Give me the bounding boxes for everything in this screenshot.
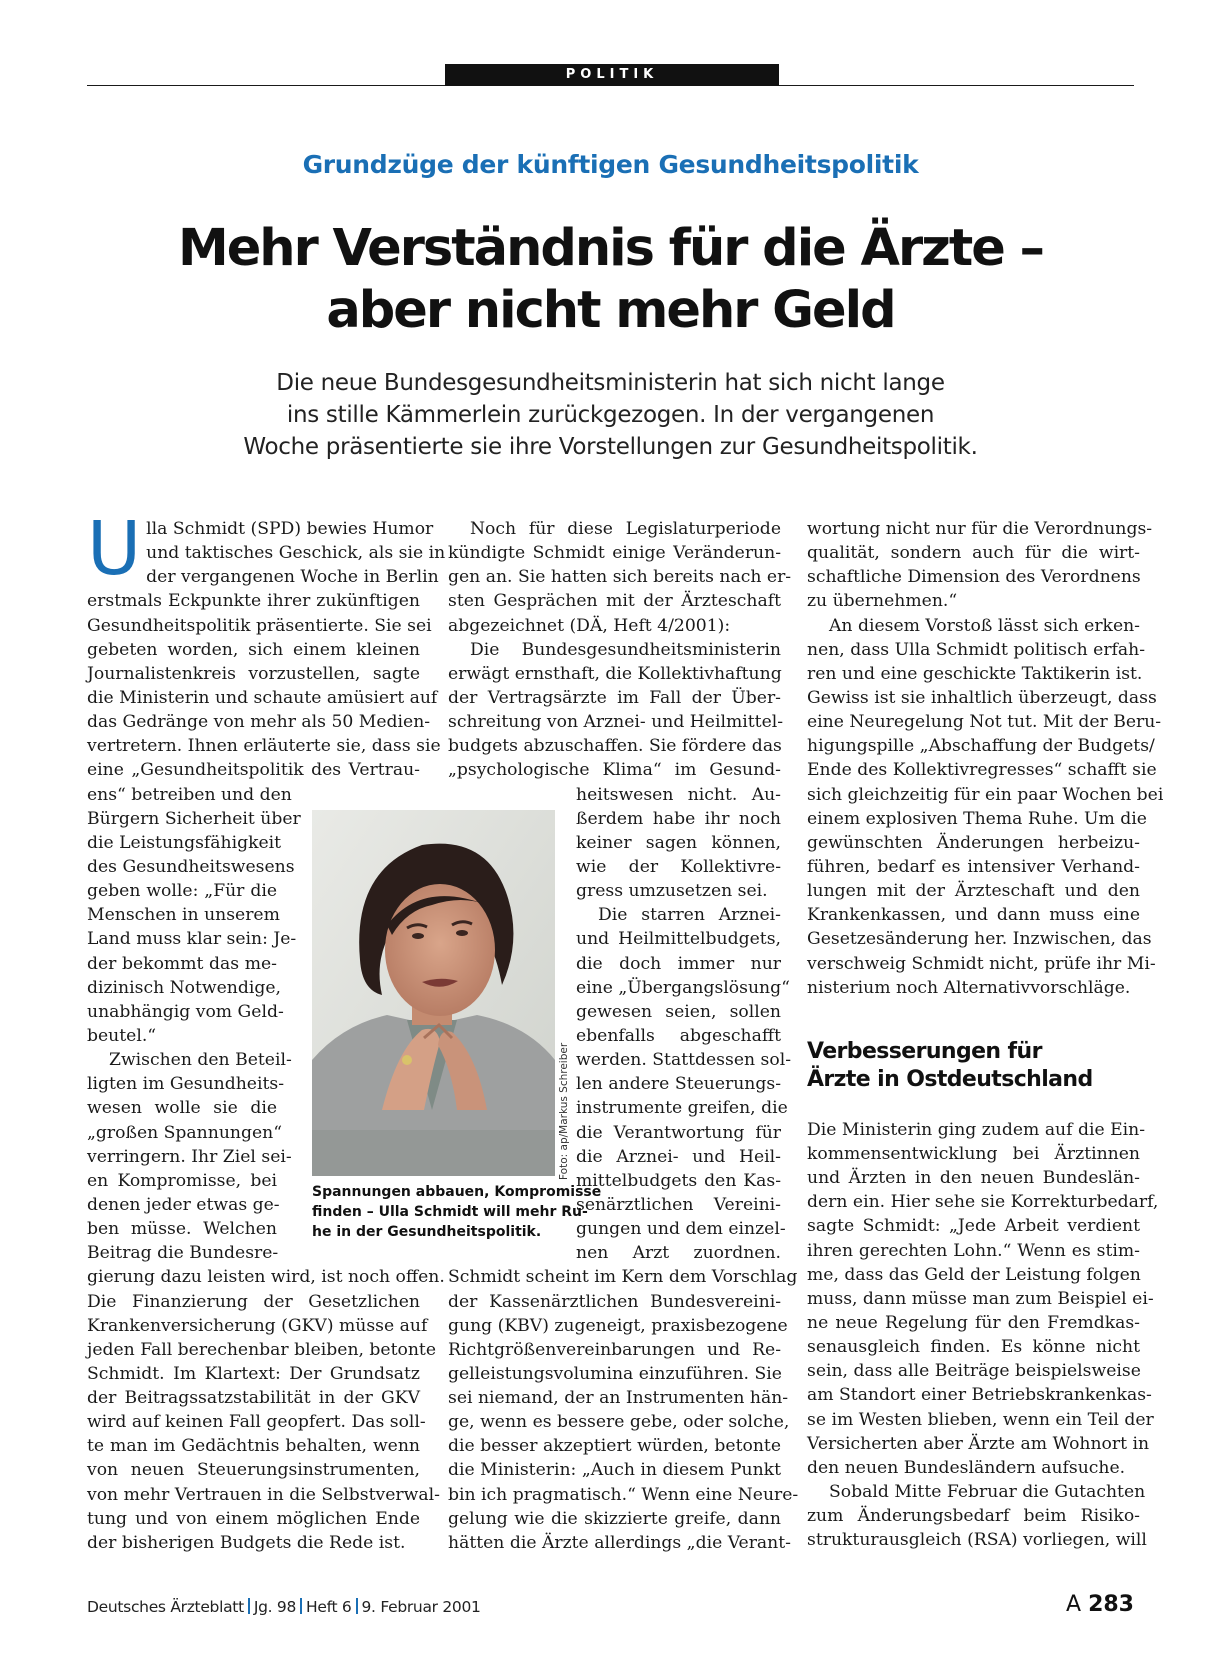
text-line: gen an. Sie hatten sich bereits nach er- — [448, 567, 792, 588]
text-line: budgets abzuschaffen. Sie fördere das — [448, 736, 782, 757]
text-line: wortung nicht nur für die Verordnungs- — [807, 519, 1153, 539]
footer-separator — [356, 1598, 358, 1614]
lead-line: Woche präsentierte sie ihre Vorstellungen zur Gesundheitspolitik. — [243, 434, 978, 460]
headline-line: aber nicht mehr Geld — [326, 281, 895, 340]
text-line: gung (KBV) zugeneigt, praxisbezogene — [448, 1315, 788, 1336]
text-line: Schmidt scheint im Kern dem Vorschlag — [448, 1267, 798, 1288]
text-line: en Kompromisse, bei — [87, 1170, 277, 1191]
text-line: und taktisches Geschick, als sie in — [146, 543, 446, 564]
text-line: die doch immer nur — [576, 953, 781, 974]
issue-date: 9. Februar 2001 — [361, 1598, 481, 1616]
text-line: Die Finanzierung der Gesetzlichen — [87, 1291, 420, 1312]
text-line: der Beitragssatzstabilität in der GKV — [87, 1388, 420, 1409]
text-line: die Arznei- und Heil- — [576, 1146, 781, 1167]
text-line: senärztlichen Vereini- — [576, 1194, 781, 1215]
text-line: gebeten worden, sich einem kleinen — [87, 639, 420, 660]
subheading-line: Verbesserungen für — [807, 1038, 1042, 1064]
text-line: Die starren Arznei- — [598, 905, 781, 926]
portrait-photo — [312, 810, 555, 1176]
text-line: Journalistenkreis vorzustellen, sagte — [87, 663, 420, 684]
footer-separator — [248, 1598, 250, 1614]
text-line: Zwischen den Beteil- — [109, 1050, 292, 1071]
subheading-line: Ärzte in Ostdeutschland — [807, 1066, 1093, 1092]
text-line: Krankenversicherung (GKV) müsse auf — [87, 1315, 428, 1336]
text-line: lungen mit der Ärzteschaft und den — [807, 881, 1140, 902]
text-line: eine „Übergangslösung“ — [576, 977, 790, 998]
text-line: qualität, sondern auch für die wirt- — [807, 543, 1140, 564]
text-line: der Kassenärztlichen Bundesvereini- — [448, 1291, 781, 1312]
text-line: der bisherigen Budgets die Rede ist. — [87, 1532, 406, 1553]
text-line: wie der Kollektivre- — [576, 856, 781, 877]
volume: Jg. 98 — [253, 1598, 297, 1616]
text-line: bin ich pragmatisch.“ Wenn eine Neure- — [448, 1484, 799, 1505]
caption-line: he in der Gesundheitspolitik. — [312, 1224, 542, 1240]
text-line: Schmidt. Im Klartext: Der Grundsatz — [87, 1363, 420, 1384]
text-line: nisterium noch Alternativvorschläge. — [807, 977, 1131, 998]
text-line: nen Arzt zuordnen. — [576, 1243, 781, 1264]
text-line: me, dass das Geld der Leistung folgen — [807, 1264, 1141, 1285]
text-line: nen, dass Ulla Schmidt politisch erfah- — [807, 639, 1146, 660]
text-line: unabhängig vom Geld- — [87, 1001, 284, 1022]
text-line: dern ein. Hier sehe sie Korrekturbedarf, — [807, 1192, 1159, 1213]
text-line: eine Neuregelung Not tut. Mit der Beru- — [807, 712, 1162, 733]
text-line: lla Schmidt (SPD) bewies Humor — [146, 519, 434, 539]
text-line: Land muss klar sein: Je- — [87, 929, 297, 950]
headline — [0, 218, 1221, 342]
text-line: len andere Steuerungs- — [576, 1074, 781, 1095]
text-line: Beitrag die Bundesre- — [87, 1243, 279, 1264]
text-line: verschweig Schmidt nicht, prüfe ihr Mi- — [807, 953, 1156, 974]
text-line: am Standort einer Betriebskrankenkas- — [807, 1385, 1152, 1406]
text-line: die Leistungsfähigkeit — [87, 832, 282, 853]
text-line: instrumente greifen, die — [576, 1098, 788, 1119]
text-line: erwägt ernsthaft, die Kollektivhaftung — [448, 663, 782, 684]
text-line: schreitung von Arznei- und Heilmittel- — [448, 712, 784, 733]
text-line: die Verantwortung für — [576, 1122, 781, 1143]
text-line: die Ministerin und schaute amüsiert auf — [87, 687, 438, 708]
text-line: jeden Fall berechenbar bleiben, betonte — [87, 1339, 437, 1360]
text-line: ge, wenn es bessere gebe, oder solche, — [448, 1412, 790, 1433]
photo-credit: Foto: ap/Markus Schreiber — [558, 1042, 570, 1180]
text-line: Sobald Mitte Februar die Gutachten — [829, 1481, 1146, 1502]
lead-paragraph — [0, 367, 1221, 463]
text-line: geben wolle: „Für die — [87, 881, 277, 902]
text-line: wird auf keinen Fall geopfert. Das soll- — [87, 1412, 426, 1433]
text-line: sagte Schmidt: „Jede Arbeit verdient — [807, 1216, 1140, 1237]
page-prefix: A — [1066, 1592, 1082, 1617]
text-line: ihren gerechten Lohn.“ Wenn es stim- — [807, 1240, 1140, 1261]
text-line: dizinisch Notwendige, — [87, 977, 281, 998]
text-line: werden. Stattdessen sol- — [576, 1050, 792, 1071]
footer-separator — [300, 1598, 302, 1614]
text-line: gewünschten Änderungen herbeizu- — [807, 832, 1140, 853]
text-line: ßerdem habe ihr noch — [576, 808, 781, 829]
kicker: Grundzüge der künftigen Gesundheitspolitik — [302, 150, 919, 179]
text-line: gress umzusetzen sei. — [576, 881, 768, 902]
text-line: mittelbudgets den Kas- — [576, 1170, 781, 1191]
text-line: eine „Gesundheitspolitik des Vertrau- — [87, 760, 420, 781]
text-line: Gewiss ist sie inhaltlich überzeugt, dass — [807, 687, 1157, 708]
text-line: Menschen in unserem — [87, 905, 280, 926]
text-line: Die Ministerin ging zudem auf die Ein- — [807, 1119, 1146, 1140]
text-line: sten Gesprächen mit der Ärzteschaft — [448, 591, 781, 612]
text-line: Versicherten aber Ärzte am Wohnort in — [807, 1433, 1150, 1454]
text-line: der bekommt das me- — [87, 953, 277, 974]
text-line: heitswesen nicht. Au- — [576, 784, 781, 805]
text-line: gewesen seien, sollen — [576, 1001, 781, 1022]
text-line: se im Westen blieben, wenn ein Teil der — [807, 1409, 1154, 1430]
text-line: von mehr Vertrauen in die Selbstverwal- — [87, 1484, 440, 1505]
text-line: Bürgern Sicherheit über — [87, 808, 301, 829]
text-line: te man im Gedächtnis behalten, wenn — [87, 1436, 420, 1457]
lead-line: Die neue Bundesgesundheitsministerin hat sich nicht lange — [276, 370, 945, 396]
text-line: sei niemand, der an Instrumenten hän- — [448, 1388, 789, 1409]
issue: Heft 6 — [306, 1598, 352, 1616]
text-line: Ende des Kollektivregresses“ schafft sie — [807, 760, 1157, 781]
text-line: ebenfalls abgeschafft — [576, 1025, 781, 1046]
page-number-value: 283 — [1088, 1592, 1134, 1617]
text-line: ens“ betreiben und den — [87, 784, 292, 805]
text-line: von neuen Steuerungsinstrumenten, — [87, 1460, 420, 1481]
text-line: und Heilmittelbudgets, — [576, 929, 781, 950]
text-line: sein, dass alle Beiträge beispielsweise — [807, 1361, 1141, 1382]
text-line: gelleistungsvolumina einzuführen. Sie — [448, 1363, 782, 1384]
text-line: Gesundheitspolitik präsentierte. Sie sei — [87, 615, 432, 636]
text-line: sich gleichzeitig für ein paar Wochen bei — [807, 784, 1164, 805]
text-line: tung und von einem möglichen Ende — [87, 1508, 420, 1529]
text-line: kommensentwicklung bei Ärztinnen — [807, 1143, 1140, 1164]
text-line: gungen und dem einzel- — [576, 1219, 786, 1240]
text-line: erstmals Eckpunkte ihrer zukünftigen — [87, 591, 420, 612]
text-line: Krankenkassen, und dann muss eine — [807, 905, 1140, 926]
subheading — [807, 1038, 1140, 1094]
text-line: strukturausgleich (RSA) vorliegen, will — [807, 1530, 1147, 1551]
text-line: kündigte Schmidt einige Veränderun- — [448, 543, 781, 564]
text-line: ne neue Regelung für den Fremdkas- — [807, 1312, 1140, 1333]
text-line: muss, dann müsse man zum Beispiel ei- — [807, 1288, 1154, 1309]
text-line: vertretern. Ihnen erläuterte sie, dass sie — [87, 736, 441, 757]
caption-line: finden – Ulla Schmidt will mehr Ru- — [312, 1204, 588, 1220]
text-line: higungspille „Abschaffung der Budgets/ — [807, 736, 1155, 757]
text-line: Richtgrößenvereinbarungen und Re- — [448, 1339, 781, 1360]
journal-name: Deutsches Ärzteblatt — [87, 1598, 244, 1616]
section-rubric: POLITIK — [445, 64, 779, 86]
text-line: verringern. Ihr Ziel sei- — [87, 1146, 292, 1167]
text-line: hätten die Ärzte allerdings „die Verant- — [448, 1532, 791, 1553]
drop-cap: U — [87, 506, 142, 592]
text-line: denen jeder etwas ge- — [87, 1194, 280, 1215]
text-line: senausgleich finden. Es könne nicht — [807, 1337, 1140, 1358]
page-number — [1066, 1592, 1134, 1617]
text-line: schaftliche Dimension des Verordnens — [807, 567, 1141, 588]
text-line: wesen wolle sie die — [87, 1098, 277, 1119]
headline-line: Mehr Verständnis für die Ärzte – — [177, 219, 1044, 278]
text-line: zum Änderungsbedarf beim Risiko- — [807, 1506, 1140, 1527]
text-line: und Ärzten in den neuen Bundeslän- — [807, 1168, 1140, 1189]
lead-line: ins stille Kämmerlein zurückgezogen. In der vergangenen — [286, 402, 935, 428]
text-line: der Vertragsärzte im Fall der Über- — [448, 687, 781, 708]
text-line: führen, bedarf es intensiver Verhand- — [807, 856, 1140, 877]
text-line: ligten im Gesundheits- — [87, 1074, 285, 1095]
text-line: der vergangenen Woche in Berlin — [146, 567, 439, 588]
portrait-image — [312, 810, 555, 1176]
text-line: „großen Spannungen“ — [87, 1122, 282, 1143]
text-line: Die Bundesgesundheitsministerin — [470, 639, 781, 660]
text-line: des Gesundheitswesens — [87, 856, 295, 877]
text-line: gelung wie die skizzierte greife, dann — [448, 1508, 781, 1529]
text-line: gierung dazu leisten wird, ist noch offen. — [87, 1267, 445, 1288]
page-footer — [87, 1598, 481, 1616]
text-line: ren und eine geschickte Taktikerin ist. — [807, 663, 1143, 684]
text-line: die Ministerin: „Auch in diesem Punkt — [448, 1460, 781, 1481]
text-line: abgezeichnet (DÄ, Heft 4/2001): — [448, 615, 731, 636]
caption-line: Spannungen abbauen, Kompromisse — [312, 1184, 602, 1200]
text-line: einem explosiven Thema Ruhe. Um die — [807, 808, 1147, 829]
text-line: An diesem Vorstoß lässt sich erken- — [829, 615, 1140, 636]
text-line: die besser akzeptiert würden, betonte — [448, 1436, 781, 1457]
text-line: zu übernehmen.“ — [807, 591, 958, 612]
text-line: „psychologische Klima“ im Gesund- — [448, 760, 781, 781]
text-line: keiner sagen können, — [576, 832, 781, 853]
text-line: das Gedränge von mehr als 50 Medien- — [87, 712, 431, 733]
text-line: den neuen Bundesländern aufsuche. — [807, 1457, 1126, 1478]
article-column-3 — [807, 517, 1164, 1552]
text-line: Noch für diese Legislaturperiode — [470, 519, 781, 539]
photo-caption — [312, 1182, 602, 1242]
text-line: Gesetzesänderung her. Inzwischen, das — [807, 929, 1152, 950]
text-line: beutel.“ — [87, 1025, 157, 1046]
text-line: ben müsse. Welchen — [87, 1219, 277, 1240]
